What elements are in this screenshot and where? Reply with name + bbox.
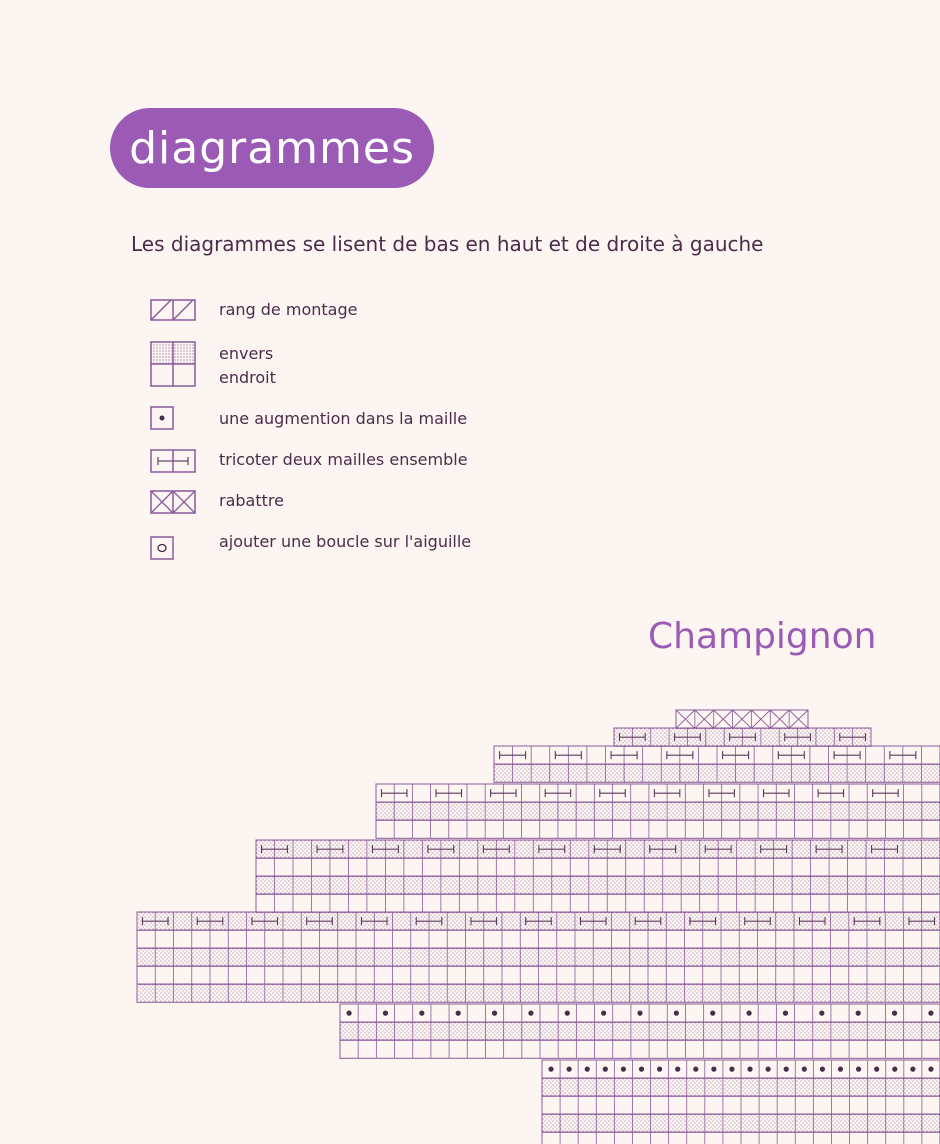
- bind-off-mark: [770, 710, 789, 728]
- increase-mark: [892, 1011, 897, 1016]
- increase-mark: [766, 1067, 771, 1072]
- legend-label-bind-off: rabattre: [219, 491, 284, 510]
- chart-row: [340, 1022, 940, 1040]
- chart-row: [494, 764, 940, 782]
- chart-row: [256, 894, 940, 912]
- increase-mark: [747, 1067, 752, 1072]
- legend-label-increase: une augmention dans la maille: [219, 409, 468, 428]
- increase-mark: [746, 1011, 751, 1016]
- increase-mark: [856, 1067, 861, 1072]
- increase-mark: [693, 1067, 698, 1072]
- chart-row: [376, 784, 940, 802]
- increase-mark: [910, 1067, 915, 1072]
- increase-mark: [874, 1067, 879, 1072]
- chart-row: [614, 728, 871, 746]
- chart-row: [376, 820, 940, 838]
- increase-mark: [637, 1011, 642, 1016]
- increase-mark: [710, 1011, 715, 1016]
- chart-row: [137, 930, 940, 948]
- chart-row: [676, 710, 808, 728]
- legend-label-knit: endroit: [219, 368, 276, 387]
- increase-mark: [856, 1011, 861, 1016]
- increase-mark: [729, 1067, 734, 1072]
- intro-text: Les diagrammes se lisent de bas en haut et de droite à gauche: [131, 232, 764, 256]
- increase-mark: [492, 1011, 497, 1016]
- increase-mark: [784, 1067, 789, 1072]
- chart-row: [137, 912, 940, 930]
- increase-mark: [419, 1011, 424, 1016]
- chart-row: [137, 966, 940, 984]
- chart-row: [256, 840, 940, 858]
- increase-mark: [621, 1067, 626, 1072]
- increase-mark: [565, 1011, 570, 1016]
- chart-row: [137, 948, 940, 966]
- increase-mark: [820, 1067, 825, 1072]
- bind-off-mark: [714, 710, 733, 728]
- section-title: diagrammes: [129, 122, 415, 174]
- chart-row: [137, 984, 940, 1002]
- increase-mark: [657, 1067, 662, 1072]
- increase-mark: [567, 1067, 572, 1072]
- chart-row: [340, 1040, 940, 1058]
- increase-mark: [819, 1011, 824, 1016]
- chart-row: [542, 1078, 940, 1096]
- chart-row: [494, 746, 940, 764]
- increase-mark: [603, 1067, 608, 1072]
- bind-off-mark: [676, 710, 695, 728]
- increase-mark: [802, 1067, 807, 1072]
- bind-off-mark: [733, 710, 752, 728]
- increase-mark: [675, 1067, 680, 1072]
- bind-off-mark: [751, 710, 770, 728]
- increase-mark: [601, 1011, 606, 1016]
- chart-row: [542, 1114, 940, 1132]
- chart-row: [542, 1132, 940, 1144]
- legend-label-purl: envers: [219, 344, 274, 363]
- increase-mark: [528, 1011, 533, 1016]
- increase-mark: [711, 1067, 716, 1072]
- chart-row: [340, 1004, 940, 1022]
- pattern-name: Champignon: [648, 616, 877, 657]
- legend-label-k2tog: tricoter deux mailles ensemble: [219, 450, 468, 469]
- legend-label-cast-on: rang de montage: [219, 300, 358, 319]
- increase-mark: [548, 1067, 553, 1072]
- increase-mark: [674, 1011, 679, 1016]
- chart-row: [542, 1096, 940, 1114]
- increase-mark: [383, 1011, 388, 1016]
- increase-mark: [346, 1011, 351, 1016]
- increase-mark: [928, 1067, 933, 1072]
- increase-mark: [639, 1067, 644, 1072]
- bind-off-mark: [789, 710, 808, 728]
- increase-mark: [585, 1067, 590, 1072]
- chart-row: [376, 802, 940, 820]
- increase-mark: [928, 1011, 933, 1016]
- increase-mark: [892, 1067, 897, 1072]
- chart-row: [256, 858, 940, 876]
- legend-label-yarn-over: ajouter une boucle sur l'aiguille: [219, 532, 472, 551]
- chart-row: [542, 1060, 940, 1078]
- chart-row: [256, 876, 940, 894]
- increase-mark: [456, 1011, 461, 1016]
- bind-off-mark: [695, 710, 714, 728]
- increase-mark: [783, 1011, 788, 1016]
- increase-mark: [838, 1067, 843, 1072]
